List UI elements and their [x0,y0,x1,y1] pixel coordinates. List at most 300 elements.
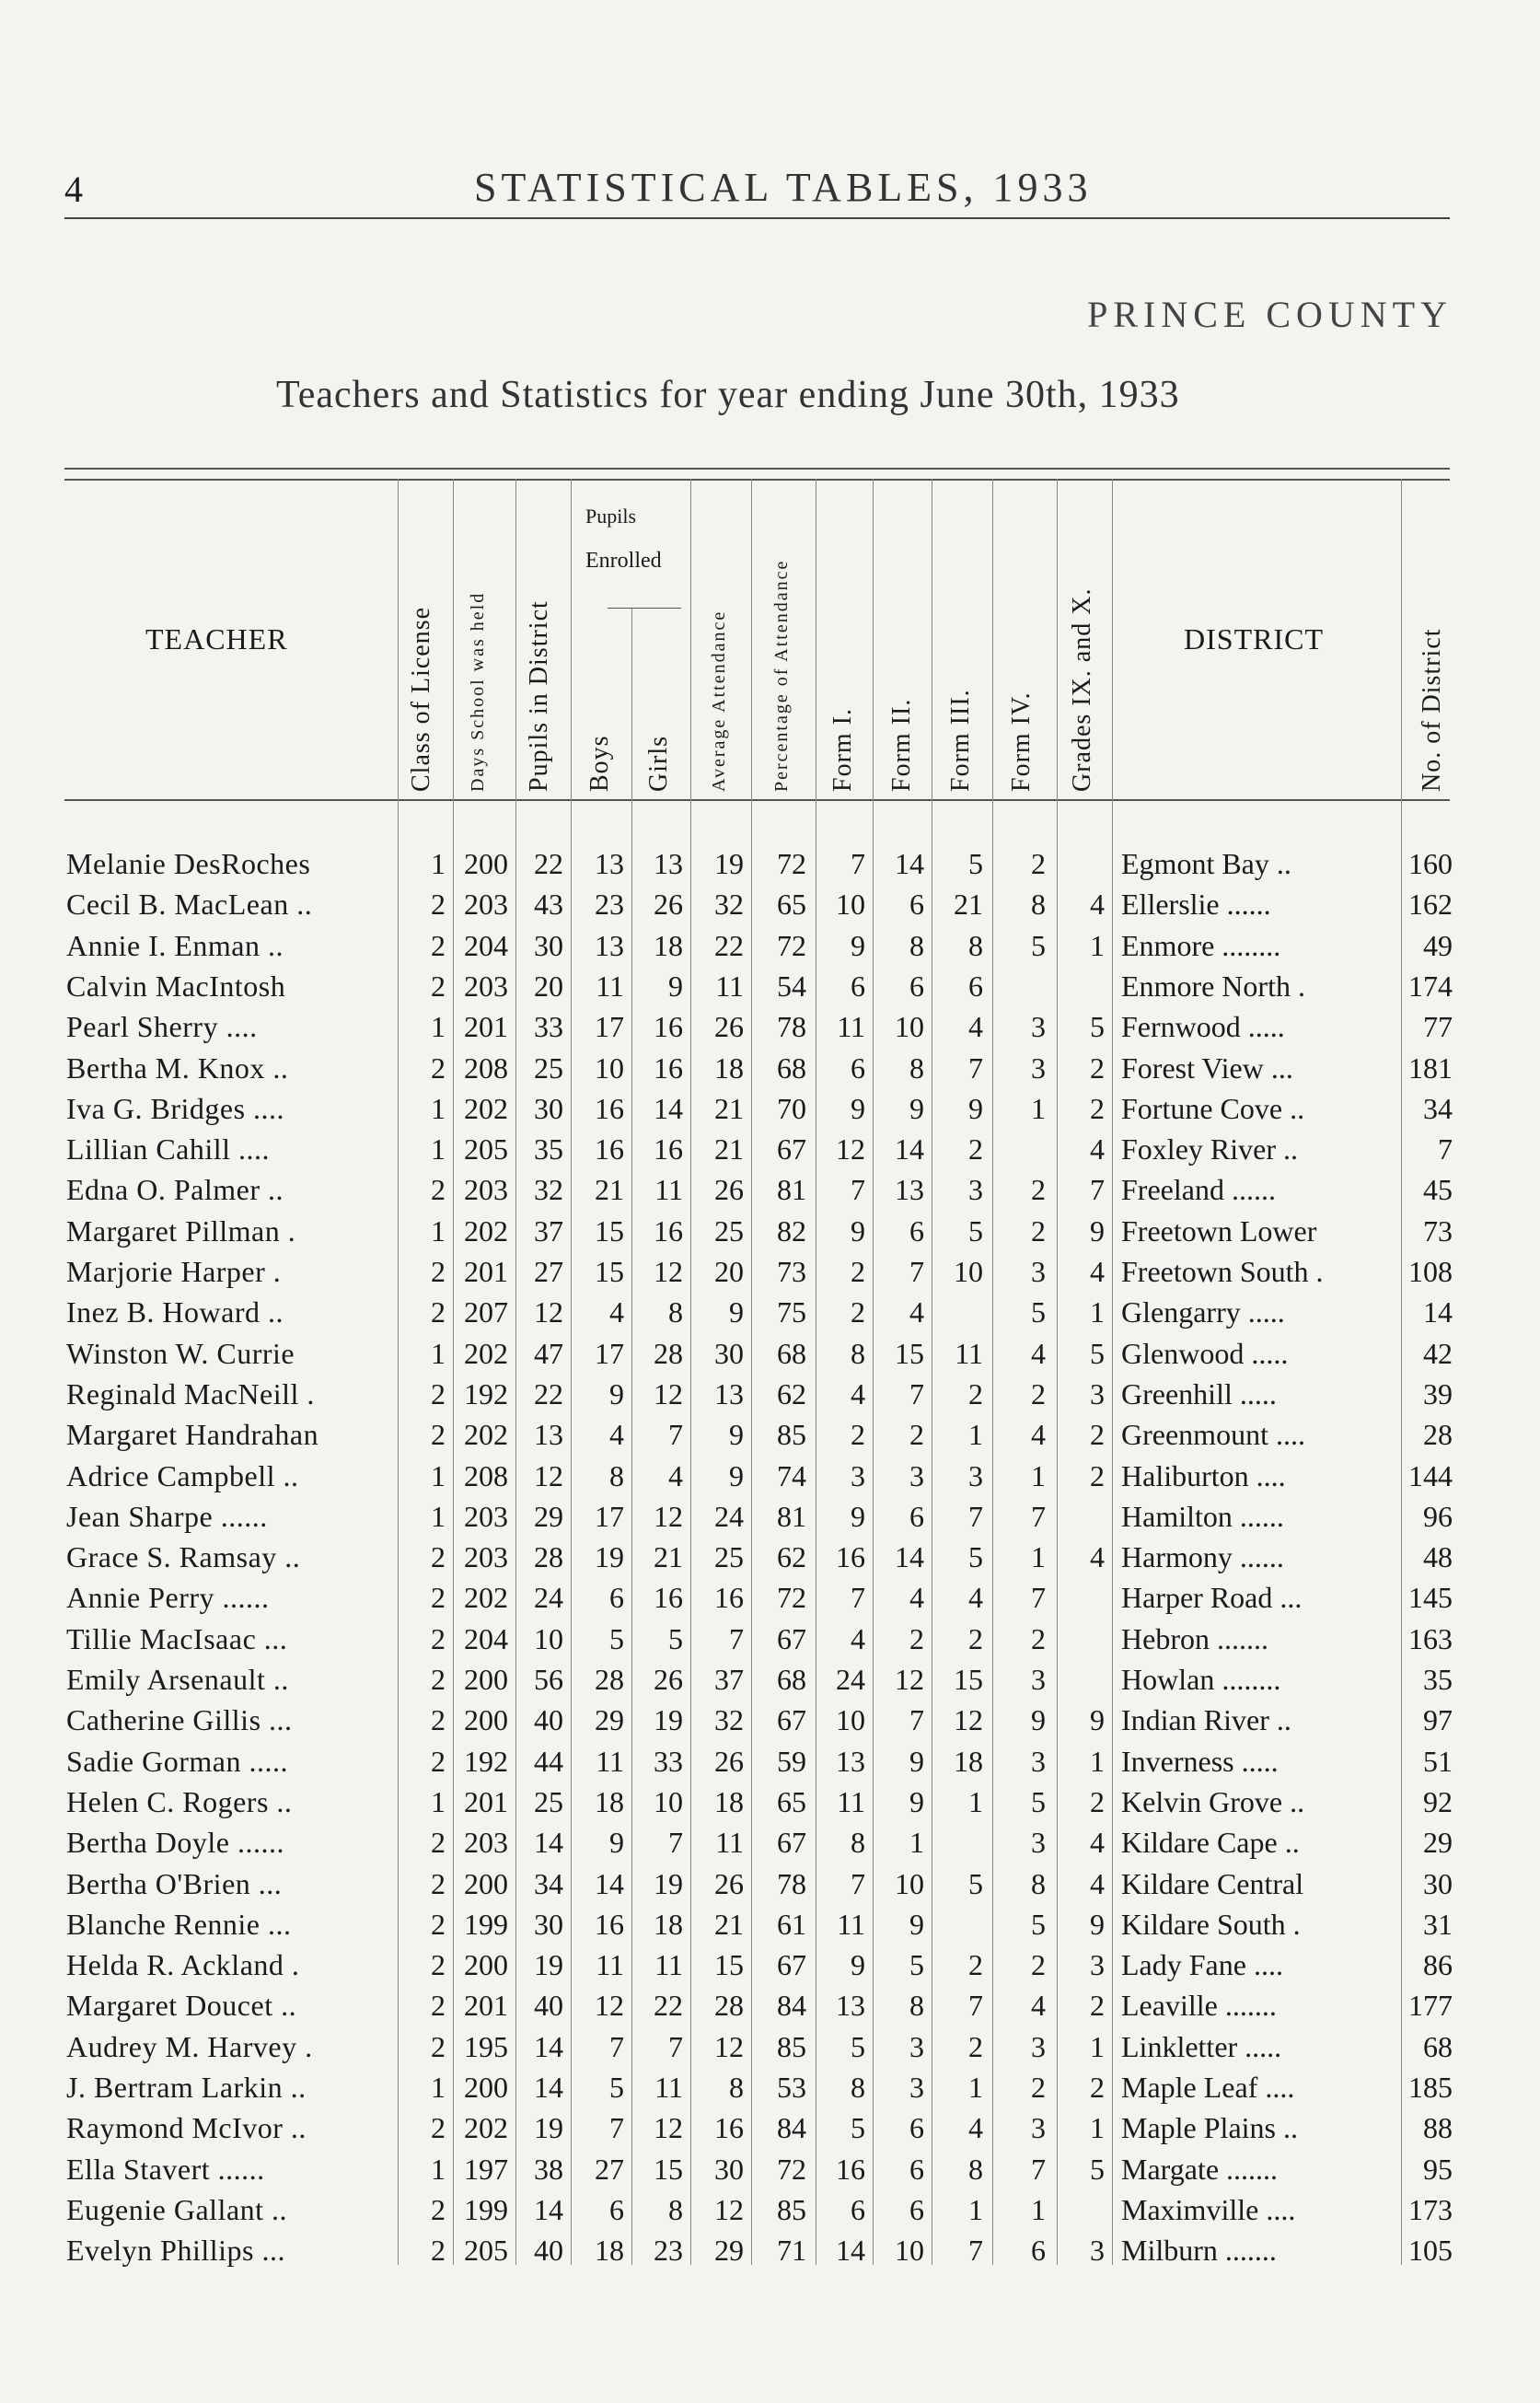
district-number-cell: 30 [1423,1867,1453,1900]
district-number-cell: 48 [1423,1540,1453,1573]
percentage-attendance-cell: 74 [777,1459,806,1492]
district-name-cell: Kildare South . [1121,1908,1301,1941]
boys-cell: 16 [595,1092,624,1125]
girls-cell: 16 [654,1581,683,1614]
pupils-in-district-cell: 19 [534,1948,563,1981]
pupils-in-district-cell: 29 [534,1500,563,1533]
class-of-license-cell: 1 [431,1500,446,1533]
form-4-cell: 1 [1031,1092,1046,1125]
teacher-name-cell: Inez B. Howard .. [66,1295,284,1329]
district-name-cell: Fernwood ..... [1121,1010,1285,1043]
teacher-name-cell: Catherine Gillis ... [66,1703,293,1736]
table-row [0,2230,1540,2270]
district-name-cell: Inverness ..... [1121,1745,1279,1778]
percentage-attendance-cell: 72 [777,2153,806,2186]
average-attendance-cell: 15 [714,1948,744,1981]
teacher-name-cell: Marjorie Harper . [66,1255,282,1288]
form-2-cell: 2 [909,1418,924,1451]
girls-cell: 7 [668,1826,683,1859]
boys-cell: 15 [595,1214,624,1248]
form-1-cell: 7 [851,1173,865,1206]
days-held-cell: 205 [464,2234,508,2267]
girls-cell: 33 [654,1745,683,1778]
girls-cell: 18 [654,1908,683,1941]
district-name-cell: Hamilton ...... [1121,1500,1284,1533]
boys-cell: 17 [595,1500,624,1533]
teacher-name-cell: Ella Stavert ...... [66,2153,265,2186]
form-3-cell: 21 [954,888,983,921]
form-2-cell: 9 [909,1908,924,1941]
class-of-license-cell: 2 [431,1255,446,1288]
form-2-cell: 2 [909,1622,924,1655]
form-1-cell: 4 [851,1622,865,1655]
class-of-license-cell: 2 [431,1622,446,1655]
pupils-in-district-cell: 14 [534,2071,563,2104]
girls-cell: 16 [654,1132,683,1166]
girls-cell: 12 [654,2111,683,2144]
table-row [0,2067,1540,2107]
district-number-cell: 86 [1423,1948,1453,1981]
teacher-name-cell: Adrice Campbell .. [66,1459,299,1492]
table-row [0,1456,1540,1496]
class-of-license-cell: 1 [431,1010,446,1043]
boys-cell: 4 [609,1418,624,1451]
boys-cell: 16 [595,1908,624,1941]
grades-cell: 9 [1090,1908,1105,1941]
district-number-cell: 14 [1423,1295,1453,1329]
pupils-in-district-cell: 22 [534,1377,563,1410]
class-of-license-cell: 2 [431,1377,446,1410]
days-held-cell: 199 [464,2193,508,2226]
percentage-attendance-cell: 85 [777,2030,806,2063]
days-held-cell: 202 [464,1337,508,1370]
percentage-attendance-cell: 59 [777,1745,806,1778]
grades-cell: 1 [1090,1745,1105,1778]
days-held-cell: 203 [464,969,508,1003]
table-row [0,1700,1540,1740]
boys-cell: 28 [595,1663,624,1696]
district-number-cell: 181 [1408,1051,1453,1085]
class-of-license-cell: 2 [431,969,446,1003]
girls-cell: 15 [654,2153,683,2186]
table-row [0,1374,1540,1414]
district-name-cell: Enmore ........ [1121,929,1281,962]
form-3-cell: 5 [968,1214,983,1248]
teacher-name-cell: Calvin MacIntosh [66,969,286,1003]
grades-cell: 9 [1090,1214,1105,1248]
girls-cell: 12 [654,1500,683,1533]
pupils-in-district-cell: 19 [534,2111,563,2144]
pupils-in-district-cell: 47 [534,1337,563,1370]
table-row [0,2189,1540,2230]
district-name-cell: Greenmount .... [1121,1418,1305,1451]
girls-cell: 13 [654,847,683,880]
girls-cell: 12 [654,1377,683,1410]
average-attendance-cell: 25 [714,1540,744,1573]
district-name-cell: Enmore North . [1121,969,1305,1003]
form-4-cell: 2 [1031,1948,1046,1981]
average-attendance-cell: 21 [714,1092,744,1125]
percentage-attendance-cell: 68 [777,1051,806,1085]
form-1-cell: 6 [851,1051,865,1085]
class-of-license-cell: 2 [431,1908,446,1941]
district-name-cell: Kelvin Grove .. [1121,1785,1305,1818]
percentage-attendance-cell: 67 [777,1622,806,1655]
average-attendance-cell: 8 [729,2071,744,2104]
form-1-cell: 9 [851,1948,865,1981]
form-1-cell: 24 [836,1663,865,1696]
form-2-cell: 7 [909,1703,924,1736]
boys-cell: 18 [595,2234,624,2267]
form-2-cell: 9 [909,1745,924,1778]
form-3-cell: 7 [968,1500,983,1533]
district-name-cell: Glengarry ..... [1121,1295,1285,1329]
table-row [0,1537,1540,1577]
form-1-cell: 5 [851,2030,865,2063]
form-4-cell: 5 [1031,1785,1046,1818]
district-number-cell: 160 [1408,847,1453,880]
percentage-attendance-cell: 75 [777,1295,806,1329]
district-number-cell: 97 [1423,1703,1453,1736]
form-1-cell: 14 [836,2234,865,2267]
days-held-cell: 201 [464,1255,508,1288]
grades-cell: 2 [1090,1989,1105,2022]
table-subtitle: Teachers and Statistics for year ending June 30th, 1933 [276,374,1180,416]
boys-cell: 6 [609,2193,624,2226]
district-name-cell: Linkletter ..... [1121,2030,1282,2063]
boys-cell: 10 [595,1051,624,1085]
teacher-name-cell: Emily Arsenault .. [66,1663,289,1696]
pupils-in-district-cell: 25 [534,1785,563,1818]
boys-cell: 17 [595,1337,624,1370]
form-1-cell: 13 [836,1989,865,2022]
form-4-cell: 3 [1031,1255,1046,1288]
table-row [0,1211,1540,1251]
form-1-cell: 6 [851,969,865,1003]
form-4-cell: 2 [1031,1622,1046,1655]
table-row [0,1863,1540,1904]
form-2-cell: 15 [895,1337,924,1370]
form-1-cell: 13 [836,1745,865,1778]
form-4-cell: 8 [1031,888,1046,921]
days-held-cell: 197 [464,2153,508,2186]
boys-cell: 17 [595,1010,624,1043]
days-held-cell: 204 [464,1622,508,1655]
table-row [0,2107,1540,2148]
form-3-cell: 5 [968,847,983,880]
form-3-cell: 2 [968,1132,983,1166]
girls-cell: 8 [668,2193,683,2226]
district-number-cell: 51 [1423,1745,1453,1778]
class-of-license-cell: 2 [431,1418,446,1451]
pupils-in-district-cell: 35 [534,1132,563,1166]
form-3-cell: 2 [968,1622,983,1655]
district-header: DISTRICT [1184,622,1324,656]
grades-cell: 5 [1090,1337,1105,1370]
enrolled-rule [608,608,681,609]
boys-cell: 13 [595,847,624,880]
percentage-attendance-cell: 72 [777,929,806,962]
days-held-cell: 192 [464,1745,508,1778]
form-4-cell: 2 [1031,1377,1046,1410]
percentage-attendance-cell: 61 [777,1908,806,1941]
teacher-name-cell: Iva G. Bridges .... [66,1092,285,1125]
days-held-cell: 208 [464,1459,508,1492]
pupils-in-district-cell: 14 [534,1826,563,1859]
table-row [0,966,1540,1006]
district-name-cell: Greenhill ..... [1121,1377,1277,1410]
average-attendance-cell: 29 [714,2234,744,2267]
average-attendance-cell: 7 [729,1622,744,1655]
percentage-attendance-cell: 71 [777,2234,806,2267]
district-number-cell: 39 [1423,1377,1453,1410]
district-name-cell: Ellerslie ...... [1121,888,1271,921]
pupils-in-district-header: Pupils in District [525,600,553,792]
teacher-name-cell: Edna O. Palmer .. [66,1173,284,1206]
district-number-cell: 96 [1423,1500,1453,1533]
form-4-cell: 3 [1031,1745,1046,1778]
grades-cell: 1 [1090,1295,1105,1329]
district-number-cell: 145 [1408,1581,1453,1614]
grades-cell: 7 [1090,1173,1105,1206]
form-4-cell: 5 [1031,1295,1046,1329]
form-3-cell: 7 [968,1051,983,1085]
form-2-cell: 6 [909,2153,924,2186]
pupils-in-district-cell: 40 [534,2234,563,2267]
district-number-cell: 163 [1408,1622,1453,1655]
form-3-cell: 15 [954,1663,983,1696]
teacher-name-cell: Blanche Rennie ... [66,1908,292,1941]
form-4-cell: 7 [1031,1581,1046,1614]
pupils-in-district-cell: 33 [534,1010,563,1043]
form-1-cell: 8 [851,2071,865,2104]
class-of-license-cell: 2 [431,888,446,921]
form-1-cell: 3 [851,1459,865,1492]
form-4-cell: 3 [1031,1051,1046,1085]
form-2-cell: 9 [909,1785,924,1818]
girls-cell: 18 [654,929,683,962]
district-number-cell: 88 [1423,2111,1453,2144]
district-number-cell: 108 [1408,1255,1453,1288]
class-of-license-cell: 2 [431,1867,446,1900]
form-3-cell: 12 [954,1703,983,1736]
days-held-cell: 195 [464,2030,508,2063]
pupils-in-district-cell: 40 [534,1703,563,1736]
pupils-in-district-cell: 22 [534,847,563,880]
teacher-name-cell: J. Bertram Larkin .. [66,2071,307,2104]
percentage-attendance-cell: 84 [777,1989,806,2022]
form-4-cell: 4 [1031,1418,1046,1451]
table-top-rule-2 [64,479,1450,481]
form-1-cell: 11 [837,1010,865,1043]
table-row [0,1944,1540,1985]
days-held-cell: 203 [464,1826,508,1859]
district-name-cell: Harper Road ... [1121,1581,1303,1614]
form-2-cell: 10 [895,1010,924,1043]
teacher-name-cell: Helda R. Ackland . [66,1948,300,1981]
form-3-cell: 2 [968,2030,983,2063]
form-2-cell: 6 [909,1500,924,1533]
girls-cell: 11 [654,2071,683,2104]
class-of-license-cell: 1 [431,1337,446,1370]
pupils-in-district-cell: 27 [534,1255,563,1288]
days-held-cell: 200 [464,1703,508,1736]
percentage-attendance-cell: 67 [777,1132,806,1166]
district-name-cell: Indian River .. [1121,1703,1291,1736]
girls-cell: 16 [654,1010,683,1043]
percentage-attendance-cell: 85 [777,1418,806,1451]
table-row [0,884,1540,924]
boys-cell: 9 [609,1377,624,1410]
district-name-cell: Kildare Central [1121,1867,1304,1900]
average-attendance-cell: 13 [714,1377,744,1410]
days-held-cell: 200 [464,1663,508,1696]
girls-cell: 7 [668,2030,683,2063]
percentage-attendance-cell: 68 [777,1337,806,1370]
form-3-cell: 5 [968,1867,983,1900]
form-2-cell: 9 [909,1092,924,1125]
class-of-license-cell: 2 [431,1540,446,1573]
days-held-cell: 202 [464,1418,508,1451]
district-number-cell: 162 [1408,888,1453,921]
grades-cell: 5 [1090,1010,1105,1043]
average-attendance-cell: 32 [714,1703,744,1736]
enrolled-header: Enrolled [585,549,662,573]
form-1-cell: 7 [851,1581,865,1614]
form-4-cell: 3 [1031,1826,1046,1859]
form-4-cell: 3 [1031,1010,1046,1043]
grades-cell: 2 [1090,1785,1105,1818]
days-held-cell: 202 [464,1214,508,1248]
percentage-attendance-cell: 72 [777,1581,806,1614]
percentage-attendance-cell: 81 [777,1500,806,1533]
average-attendance-cell: 26 [714,1173,744,1206]
form-3-cell: 1 [968,2193,983,2226]
boys-cell: 4 [609,1295,624,1329]
district-name-cell: Milburn ....... [1121,2234,1277,2267]
form-4-cell: 3 [1031,2030,1046,2063]
pupils-in-district-cell: 38 [534,2153,563,2186]
grades-cell: 3 [1090,1377,1105,1410]
table-row [0,1088,1540,1129]
teacher-name-cell: Lillian Cahill .... [66,1132,271,1166]
form-3-cell: 4 [968,1010,983,1043]
pupils-in-district-cell: 56 [534,1663,563,1696]
grades-cell: 2 [1090,1051,1105,1085]
percentage-attendance-cell: 81 [777,1173,806,1206]
page-number: 4 [64,168,83,210]
pupils-in-district-cell: 44 [534,1745,563,1778]
district-number-cell: 45 [1423,1173,1453,1206]
percentage-attendance-cell: 62 [777,1540,806,1573]
pupils-in-district-cell: 43 [534,888,563,921]
class-of-license-cell: 1 [431,1459,446,1492]
days-held-cell: 199 [464,1908,508,1941]
form-1-cell: 6 [851,2193,865,2226]
pupils-in-district-cell: 34 [534,1867,563,1900]
class-of-license-cell: 2 [431,1295,446,1329]
table-row [0,1292,1540,1332]
days-held-cell: 207 [464,1295,508,1329]
district-name-cell: Glenwood ..... [1121,1337,1289,1370]
district-number-cell: 173 [1408,2193,1453,2226]
pupils-in-district-cell: 12 [534,1459,563,1492]
form-3-cell: 1 [968,1418,983,1451]
district-number-cell: 95 [1423,2153,1453,2186]
teacher-name-cell: Bertha M. Knox .. [66,1051,289,1085]
grades-header: Grades IX. and X. [1068,587,1096,792]
district-number-cell: 92 [1423,1785,1453,1818]
grades-cell: 1 [1090,929,1105,962]
form-2-cell: 8 [909,929,924,962]
teacher-name-cell: Tillie MacIsaac ... [66,1622,288,1655]
header-rule [64,217,1450,219]
district-name-cell: Haliburton .... [1121,1459,1286,1492]
form-3-cell: 7 [968,2234,983,2267]
average-attendance-cell: 26 [714,1745,744,1778]
form-1-cell: 7 [851,1867,865,1900]
percentage-attendance-cell: 72 [777,847,806,880]
district-number-cell: 31 [1423,1908,1453,1941]
form-4-cell: 1 [1031,1540,1046,1573]
pupils-header: Pupils [585,505,637,528]
form-3-cell: 5 [968,1540,983,1573]
grades-cell: 1 [1090,2030,1105,2063]
form-1-cell: 8 [851,1826,865,1859]
form-2-cell: 3 [909,1459,924,1492]
form-1-cell: 16 [836,1540,865,1573]
days-held-cell: 203 [464,888,508,921]
average-attendance-cell: 21 [714,1908,744,1941]
table-row [0,1985,1540,2026]
table-row [0,925,1540,966]
pupils-in-district-cell: 28 [534,1540,563,1573]
days-held-cell: 205 [464,1132,508,1166]
form-2-cell: 13 [895,1173,924,1206]
days-held-cell: 201 [464,1989,508,2022]
boys-cell: 23 [595,888,624,921]
teacher-header: TEACHER [145,622,288,656]
girls-cell: 12 [654,1255,683,1288]
form-1-cell: 5 [851,2111,865,2144]
header-bottom-rule [64,799,1450,801]
district-number-cell: 144 [1408,1459,1453,1492]
pupils-in-district-cell: 25 [534,1051,563,1085]
district-name-cell: Freeland ...... [1121,1173,1276,1206]
table-row [0,1577,1540,1618]
form-3-cell: 2 [968,1377,983,1410]
form-1-cell: 16 [836,2153,865,2186]
grades-cell: 4 [1090,1255,1105,1288]
form-4-cell: 1 [1031,1459,1046,1492]
average-attendance-cell: 37 [714,1663,744,1696]
pupils-in-district-cell: 24 [534,1581,563,1614]
girls-cell: 16 [654,1051,683,1085]
boys-cell: 18 [595,1785,624,1818]
pupils-in-district-cell: 40 [534,1989,563,2022]
district-name-cell: Hebron ....... [1121,1622,1268,1655]
pupils-in-district-cell: 14 [534,2030,563,2063]
district-number-cell: 29 [1423,1826,1453,1859]
percentage-attendance-header: Percentage of Attendance [771,559,792,792]
district-number-cell: 28 [1423,1418,1453,1451]
girls-cell: 23 [654,2234,683,2267]
class-of-license-cell: 2 [431,1173,446,1206]
boys-cell: 15 [595,1255,624,1288]
form-2-cell: 4 [909,1581,924,1614]
district-number-header: No. of District [1418,628,1446,792]
percentage-attendance-cell: 68 [777,1663,806,1696]
